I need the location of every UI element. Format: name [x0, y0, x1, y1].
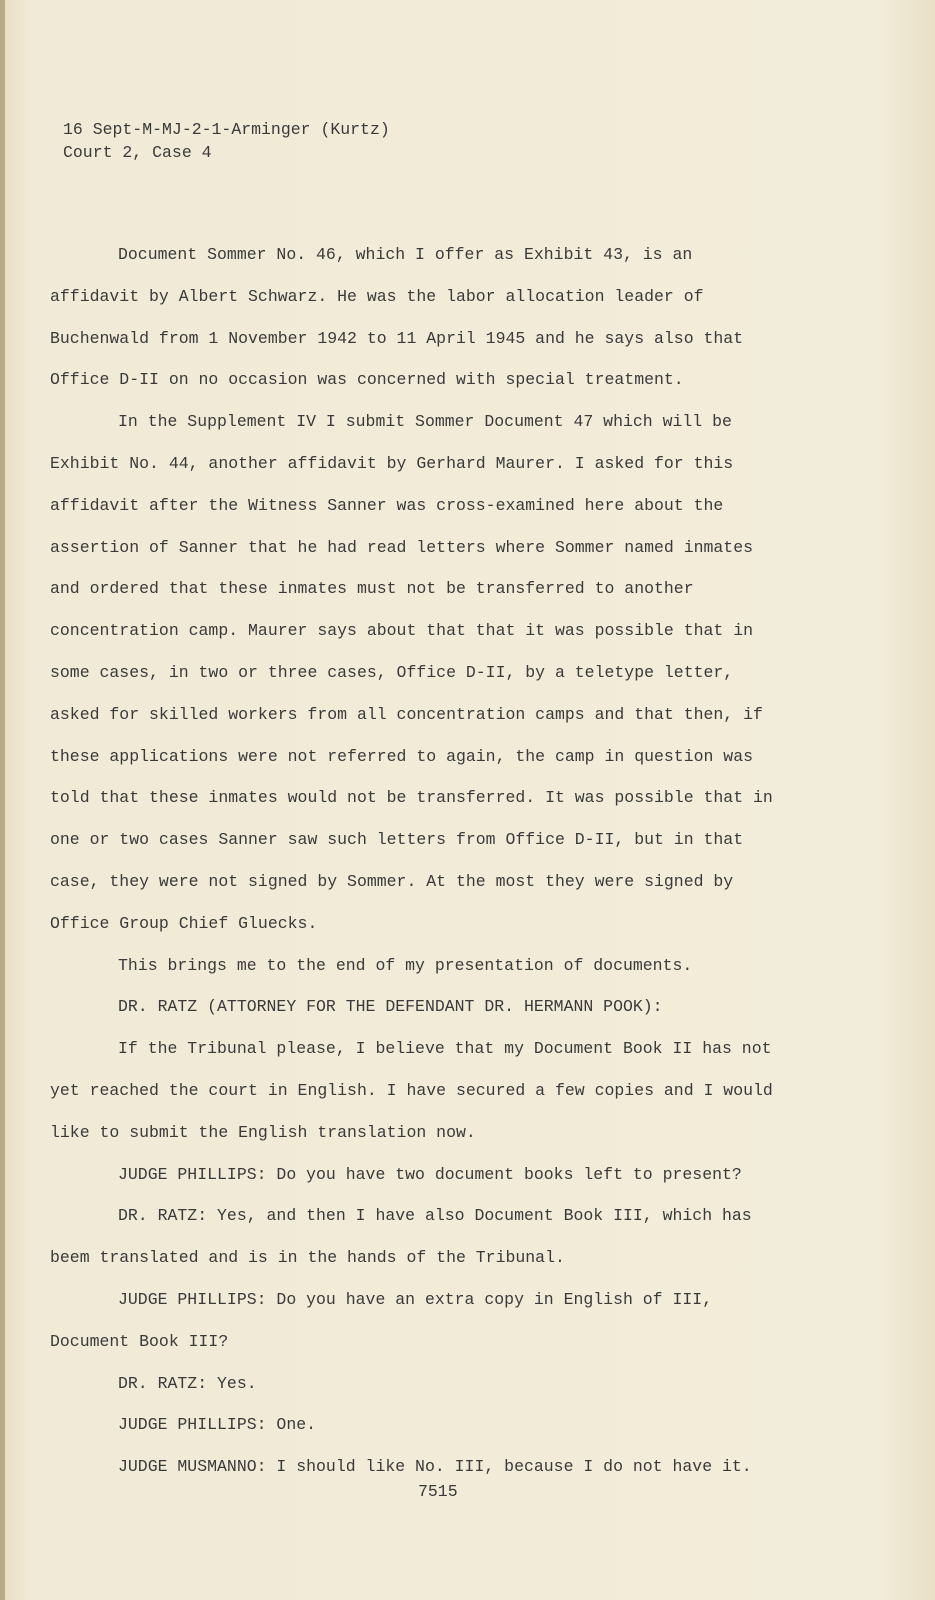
paragraph-ratz-1: If the Tribunal please, I believe that my Document Book II has not yet reached the court in English. I have secured a few copies and I would like to submit the English translation now.	[50, 1039, 773, 1142]
page-number: 7515	[418, 1482, 458, 1501]
paragraph-phillips-3: JUDGE PHILLIPS: One.	[118, 1415, 317, 1435]
paragraph-supplement-iv: In the Supplement IV I submit Sommer Document 47 which will be Exhibit No. 44, another affidavit by Gerhard Maurer. I asked for this affidavit after the Witness Sanner was cross-examined here about the assertion of Sanner that he had read letters where Sommer named inmates and ordered that these inmates must not be transferred to another concentration camp. Maurer says about that that it was possible that in some cases, in two or three cases, Office D-II, by a teletype letter, asked for skilled workers from all concentration camps and that then, if these applications were not referred to again, the camp in question was told that these inmates would not be transferred. It was possible that in one or two cases Sanner saw such letters from Office D-II, but in that case, they were not signed by Sommer. At the most they were signed by Office Group Chief Gluecks.	[50, 412, 773, 933]
paragraph-end-presentation: This brings me to the end of my presentation of documents.	[118, 955, 693, 975]
paragraph-exhibit-43: Document Sommer No. 46, which I offer as Exhibit 43, is an affidavit by Albert Schwarz. He was the labor allocation leader of Buchenwald from 1 November 1942 to 11 April 1945 and he says also that Office D-II on no occasion was concerned with special treatment.	[50, 245, 744, 390]
transcript-body	[50, 234, 790, 1488]
speaker-heading: DR. RATZ (ATTORNEY FOR THE DEFENDANT DR. HERMANN POOK):	[118, 997, 663, 1017]
paragraph-phillips-1: JUDGE PHILLIPS: Do you have two document books left to present?	[118, 1164, 742, 1184]
header-line-2: Court 2, Case 4	[63, 143, 212, 162]
paragraph-phillips-2: JUDGE PHILLIPS: Do you have an extra copy in English of III, Document Book III?	[50, 1289, 713, 1351]
paragraph-ratz-3: DR. RATZ: Yes.	[118, 1373, 257, 1393]
paragraph-ratz-2: DR. RATZ: Yes, and then I have also Document Book III, which has beem translated and is in the hands of the Tribunal.	[50, 1206, 752, 1268]
header-line-1: 16 Sept-M-MJ-2-1-Arminger (Kurtz)	[63, 120, 390, 139]
page-edge	[0, 0, 5, 1600]
header	[63, 118, 390, 164]
paragraph-musmanno: JUDGE MUSMANNO: I should like No. III, because I do not have it.	[118, 1457, 752, 1477]
